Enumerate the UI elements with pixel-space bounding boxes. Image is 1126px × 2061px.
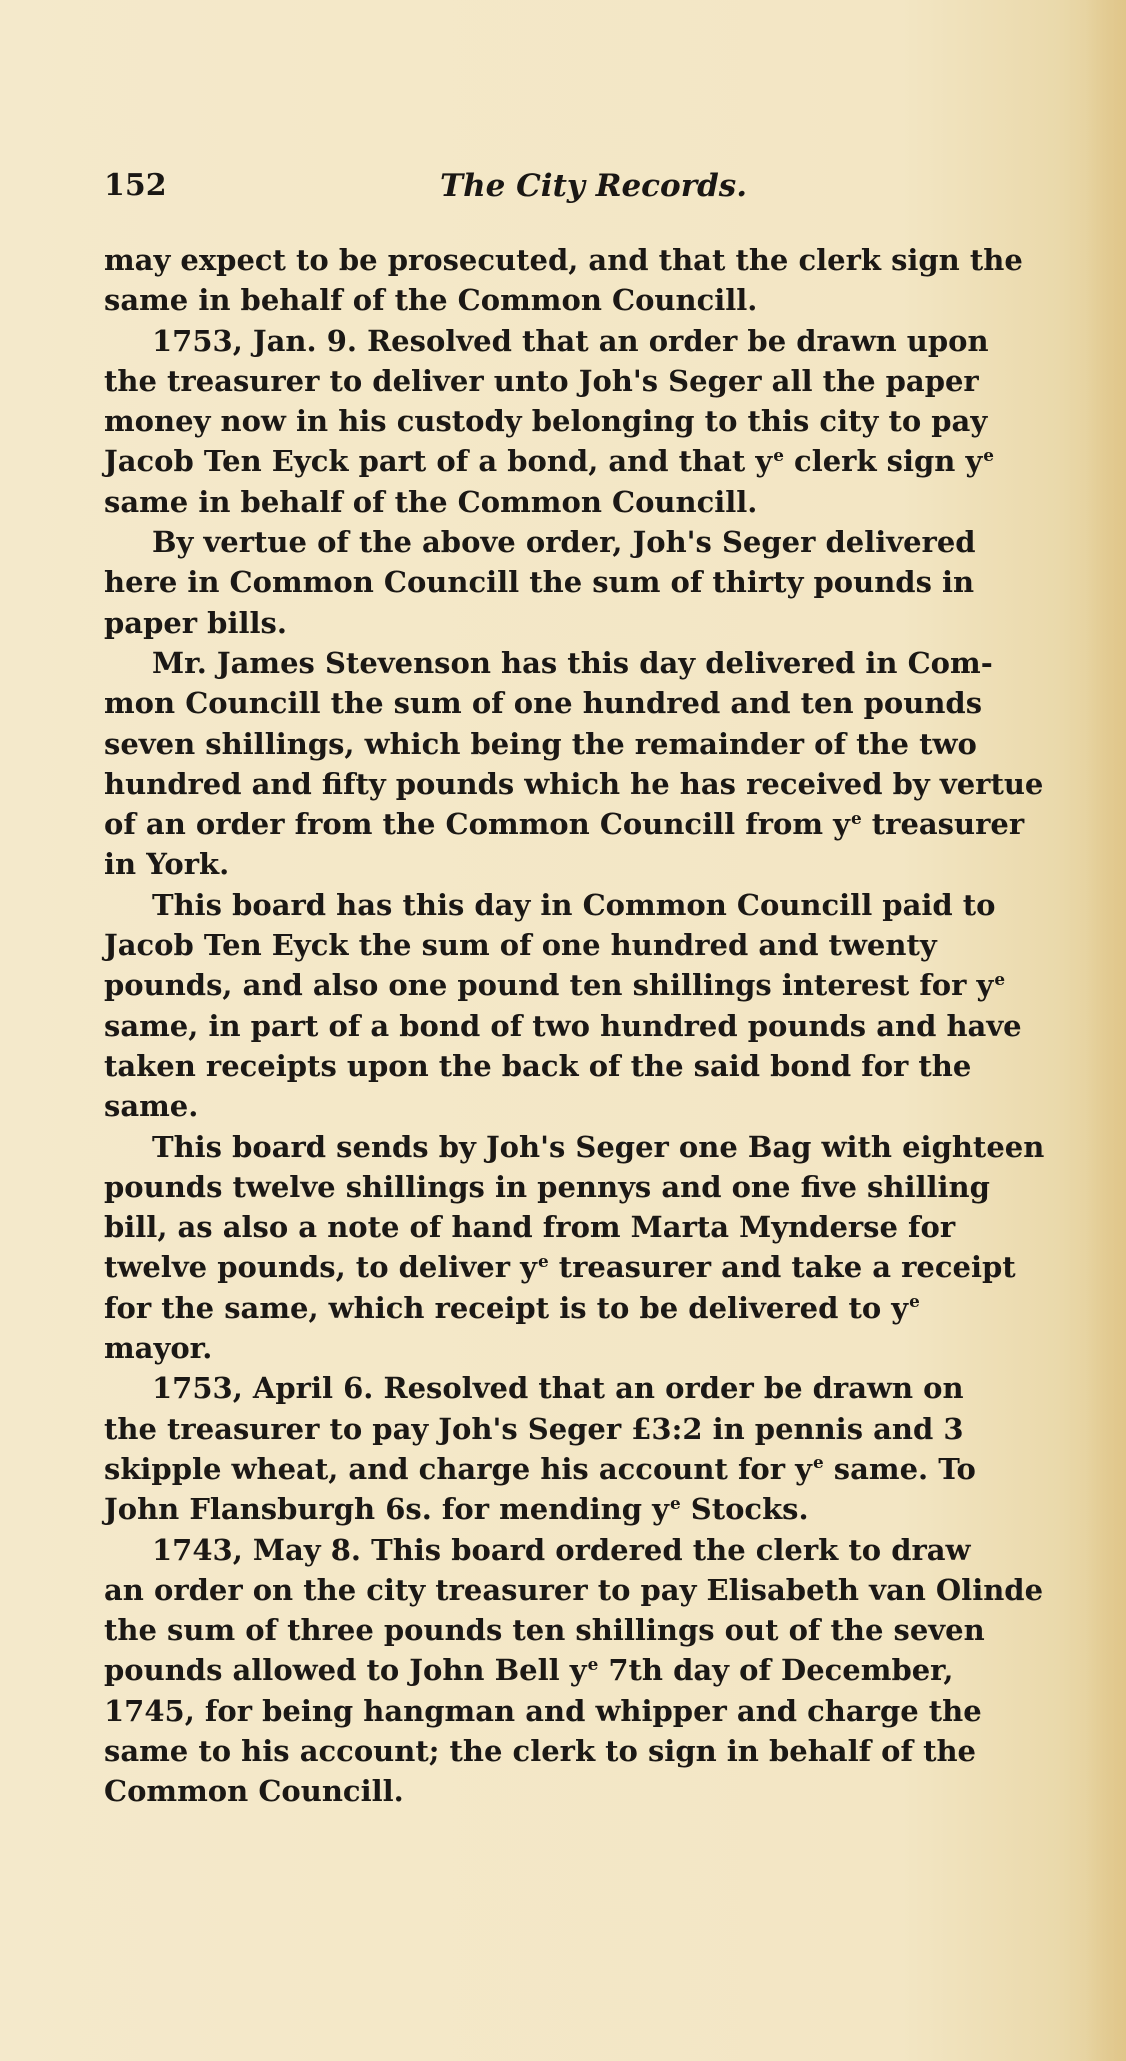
page-number: 152 (104, 168, 167, 203)
text-line: same, in part of a bond of two hundred pounds and have (104, 1008, 1022, 1043)
text-line: 1745, for being hangman and whipper and charge the (104, 1693, 982, 1728)
text-line: of an order from the Common Councill from $y^e$ treasurer (104, 807, 1025, 842)
text-line: same. (104, 1089, 199, 1124)
text-line: taken receipts upon the back of the said bond for the (104, 1048, 972, 1083)
text-line: Jacob Ten Eyck part of a bond, and that $y^e$ clerk sign $y^e$ (104, 444, 994, 479)
text-line: in York. (104, 847, 230, 882)
text-line: same to his account; the clerk to sign in behalf of the (104, 1733, 977, 1768)
text-line: 1743, May 8. This board ordered the clerk to draw (152, 1532, 971, 1567)
body-text (104, 240, 1078, 1812)
text-line: hundred and fifty pounds which he has received by vertue (104, 766, 1044, 801)
text-line: for the same, which receipt is to be delivered to $y^e$ (104, 1290, 920, 1325)
text-line: mon Councill the sum of one hundred and ten pounds (104, 686, 983, 721)
text-line: bill, as also a note of hand from Marta Mynderse for (104, 1210, 956, 1245)
text-line: Mr. James Stevenson has this day delivered in Com- (152, 645, 993, 680)
text-line: pounds twelve shillings in pennys and one five shilling (104, 1169, 990, 1204)
text-line: an order on the city treasurer to pay Elisabeth van Olinde (104, 1572, 1044, 1607)
text-line: same in behalf of the Common Councill. (104, 484, 758, 519)
running-head: The City Records. (440, 168, 747, 204)
text-line: paper bills. (104, 605, 287, 640)
text-line: twelve pounds, to deliver $y^e$ treasurer and take a receipt (104, 1250, 1016, 1285)
text-line: mayor. (104, 1331, 213, 1366)
text-line: Jacob Ten Eyck the sum of one hundred and twenty (104, 928, 937, 963)
text-line: skipple wheat, and charge his account for $y^e$ same. To (104, 1451, 976, 1486)
text-line: 1753, Jan. 9. Resolved that an order be drawn upon (152, 323, 989, 358)
text-line: pounds, and also one pound ten shillings interest for $y^e$ (104, 968, 1006, 1003)
text-line: pounds allowed to John Bell $y^e$ 7th day of December, (104, 1653, 954, 1688)
text-line: This board has this day in Common Councill paid to (152, 887, 996, 922)
text-line: the treasurer to deliver unto Joh's Seger all the paper (104, 363, 979, 398)
text-line: John Flansburgh 6s. for mending $y^e$ Stocks. (104, 1492, 809, 1527)
text-line: the treasurer to pay Joh's Seger £3:2 in pennis and 3 (104, 1411, 964, 1446)
text-line: This board sends by Joh's Seger one Bag with eighteen (152, 1129, 1045, 1164)
text-line: the sum of three pounds ten shillings out of the seven (104, 1613, 985, 1648)
text-line: here in Common Councill the sum of thirty pounds in (104, 565, 975, 600)
page-header (104, 168, 1016, 216)
text-line: money now in his custody belonging to this city to pay (104, 404, 988, 439)
page-edge-shading (1086, 0, 1126, 2061)
text-line: same in behalf of the Common Councill. (104, 283, 758, 318)
text-line: Common Councill. (104, 1774, 404, 1809)
text-line: 1753, April 6. Resolved that an order be drawn on (152, 1371, 964, 1406)
text-line: seven shillings, which being the remainder of the two (104, 726, 977, 761)
text-line: may expect to be prosecuted, and that the clerk sign the (104, 243, 1023, 277)
text-line: By vertue of the above order, Joh's Seger delivered (152, 525, 976, 560)
